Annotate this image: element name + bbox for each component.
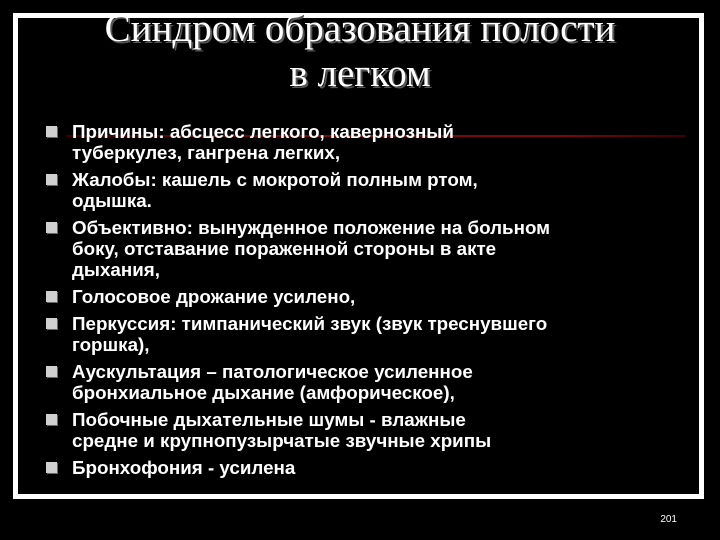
slide-title xyxy=(0,6,720,96)
square-bullet-icon xyxy=(46,462,57,473)
bullet-line: бронхиальное дыхание (амфорическое), xyxy=(72,382,455,403)
bullet-line: горшка), xyxy=(72,334,150,355)
square-bullet-icon xyxy=(46,222,57,233)
slide-title-line-1: Синдром образования полости xyxy=(104,7,616,50)
bullet-item xyxy=(40,313,700,355)
bullet-line: дыхания, xyxy=(72,259,160,280)
square-bullet-icon xyxy=(46,318,57,329)
square-bullet-icon xyxy=(46,414,57,425)
bullet-line: Бронхофония - усилена xyxy=(72,457,296,478)
square-bullet-icon xyxy=(46,366,57,377)
bullet-item xyxy=(40,457,700,478)
bullet-line: средне и крупнопузырчатые звучные хрипы xyxy=(72,430,492,451)
bullet-item xyxy=(40,286,700,307)
bullet-item xyxy=(40,121,700,163)
slide-number: 201 xyxy=(660,514,677,525)
bullet-item xyxy=(40,409,700,451)
bullet-item xyxy=(40,361,700,403)
bullet-item xyxy=(40,169,700,211)
bullet-list xyxy=(40,121,700,484)
square-bullet-icon xyxy=(46,174,57,185)
square-bullet-icon xyxy=(46,291,57,302)
slide-title-line-2: в легком xyxy=(289,52,431,95)
bullet-line: Перкуссия: тимпанический звук (звук треснувшего xyxy=(72,313,548,334)
bullet-line: Жалобы: кашель с мокротой полным ртом, xyxy=(72,169,478,190)
square-bullet-icon xyxy=(46,126,57,137)
bullet-line: одышка. xyxy=(72,190,152,211)
bullet-line: Причины: абсцесс легкого, кавернозный xyxy=(72,121,454,142)
bullet-line: боку, отставание пораженной стороны в акте xyxy=(72,238,497,259)
bullet-item xyxy=(40,217,700,280)
bullet-line: Побочные дыхательные шумы - влажные xyxy=(72,409,466,430)
bullet-line: туберкулез, гангрена легких, xyxy=(72,142,341,163)
bullet-line: Аускультация – патологическое усиленное xyxy=(72,361,473,382)
bullet-line: Голосовое дрожание усилено, xyxy=(72,286,356,307)
bullet-line: Объективно: вынужденное положение на больном xyxy=(72,217,551,238)
